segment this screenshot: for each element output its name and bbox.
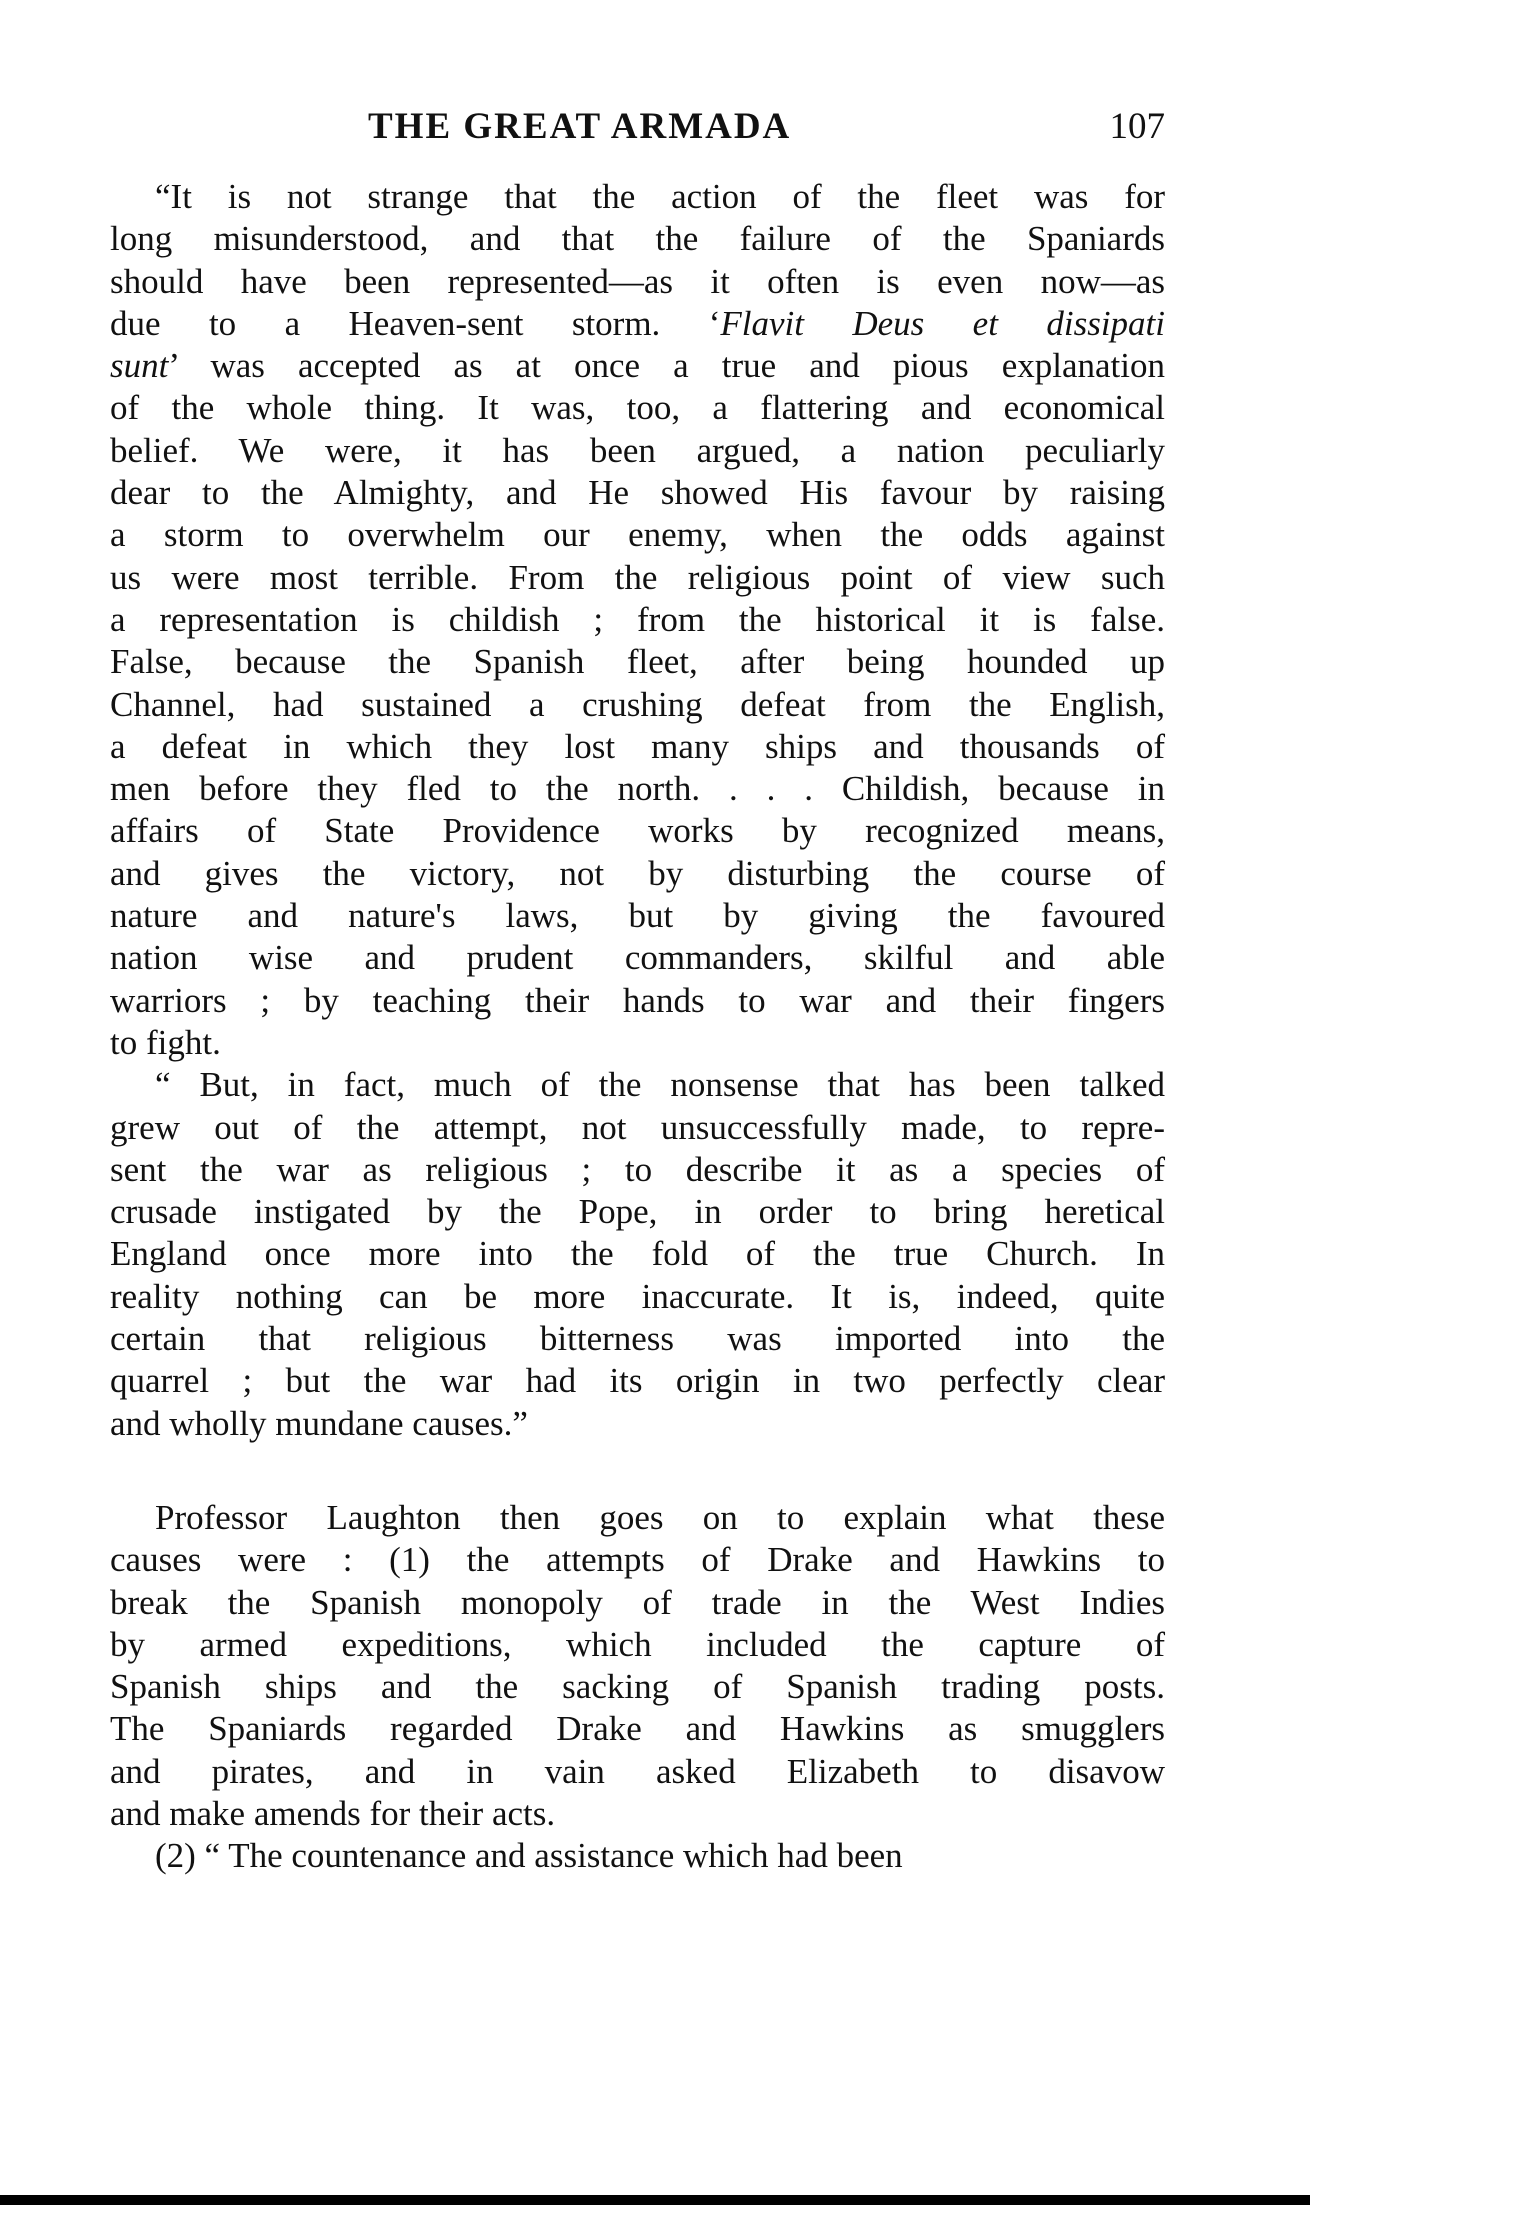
text-line: nature and nature's laws, but by giving the favoured [110,896,1165,936]
text-line: reality nothing can be more inaccurate. It is, indeed, quite [110,1276,1165,1316]
text-line: and wholly mundane causes.” [110,1403,528,1443]
page-body [110,176,1165,1878]
text-line: of the whole thing. It was, too, a flattering and economical [110,388,1165,428]
text-line: “It is not strange that the action of the fleet was for [155,177,1165,216]
text-line: quarrel ; but the war had its origin in two perfectly clear [110,1361,1165,1401]
text-line: causes were : (1) the attempts of Drake and Hawkins to [110,1540,1165,1580]
text-line: by armed expeditions, which included the capture of [110,1624,1165,1664]
text-line: England once more into the fold of the true Church. In [110,1234,1165,1274]
text-line: due to a Heaven-sent storm. ‘Flavit Deus et dissipati [110,303,1165,343]
text-line: belief. We were, it has been argued, a nation peculiarly [110,430,1165,470]
text-line: “ But, in fact, much of the nonsense that has been talked [155,1065,1165,1105]
paragraph [110,1064,1165,1445]
scan-artifact [2,2,62,8]
text-line: (2) “ The countenance and assistance which had been [155,1836,903,1876]
text-line: nation wise and prudent commanders, skilful and able [110,938,1165,978]
text-line: The Spaniards regarded Drake and Hawkins as smugglers [110,1709,1165,1749]
text-line: affairs of State Providence works by recognized means, [110,811,1165,851]
paragraph [110,1497,1165,1835]
text-line: men before they fled to the north. . . . Childish, because in [110,769,1165,809]
text-line: Channel, had sustained a crushing defeat from the English, [110,684,1165,724]
text-line: to fight. [110,1022,221,1062]
running-title: THE GREAT ARMADA [368,106,792,147]
text-line: sunt’ was accepted as at once a true and pious explanation [110,346,1165,386]
text-line: crusade instigated by the Pope, in order to bring heretical [110,1192,1165,1232]
text-line: and pirates, and in vain asked Elizabeth to disavow [110,1751,1165,1791]
text-line: a defeat in which they lost many ships and thousands of [110,726,1165,766]
paragraph-gap [110,1445,1165,1497]
text-line: break the Spanish monopoly of trade in the West Indies [110,1582,1165,1622]
text-line: a storm to overwhelm our enemy, when the odds against [110,515,1165,555]
text-line: certain that religious bitterness was imported into the [110,1319,1165,1359]
text-line: a representation is childish ; from the historical it is false. [110,599,1165,639]
paragraph [110,176,1165,1064]
text-line: warriors ; by teaching their hands to war and their fingers [110,980,1165,1020]
text-line: long misunderstood, and that the failure of the Spaniards [110,219,1165,259]
text-line: us were most terrible. From the religious point of view such [110,557,1165,597]
text-line: sent the war as religious ; to describe it as a species of [110,1149,1165,1189]
text-line: and gives the victory, not by disturbing the course of [110,853,1165,893]
text-line: and make amends for their acts. [110,1793,556,1833]
text-line: dear to the Almighty, and He showed His favour by raising [110,473,1165,513]
page-number: 107 [1109,106,1165,147]
paragraph [110,1835,1165,1877]
bottom-scan-border [0,2195,1310,2205]
text-line: grew out of the attempt, not unsuccessfully made, to repre- [110,1107,1165,1147]
running-header [110,105,1165,155]
text-line: False, because the Spanish fleet, after being hounded up [110,642,1165,682]
text-line: Spanish ships and the sacking of Spanish trading posts. [110,1667,1165,1707]
text-line: Professor Laughton then goes on to explain what these [155,1497,1165,1537]
text-line: should have been represented—as it often is even now—as [110,261,1165,301]
